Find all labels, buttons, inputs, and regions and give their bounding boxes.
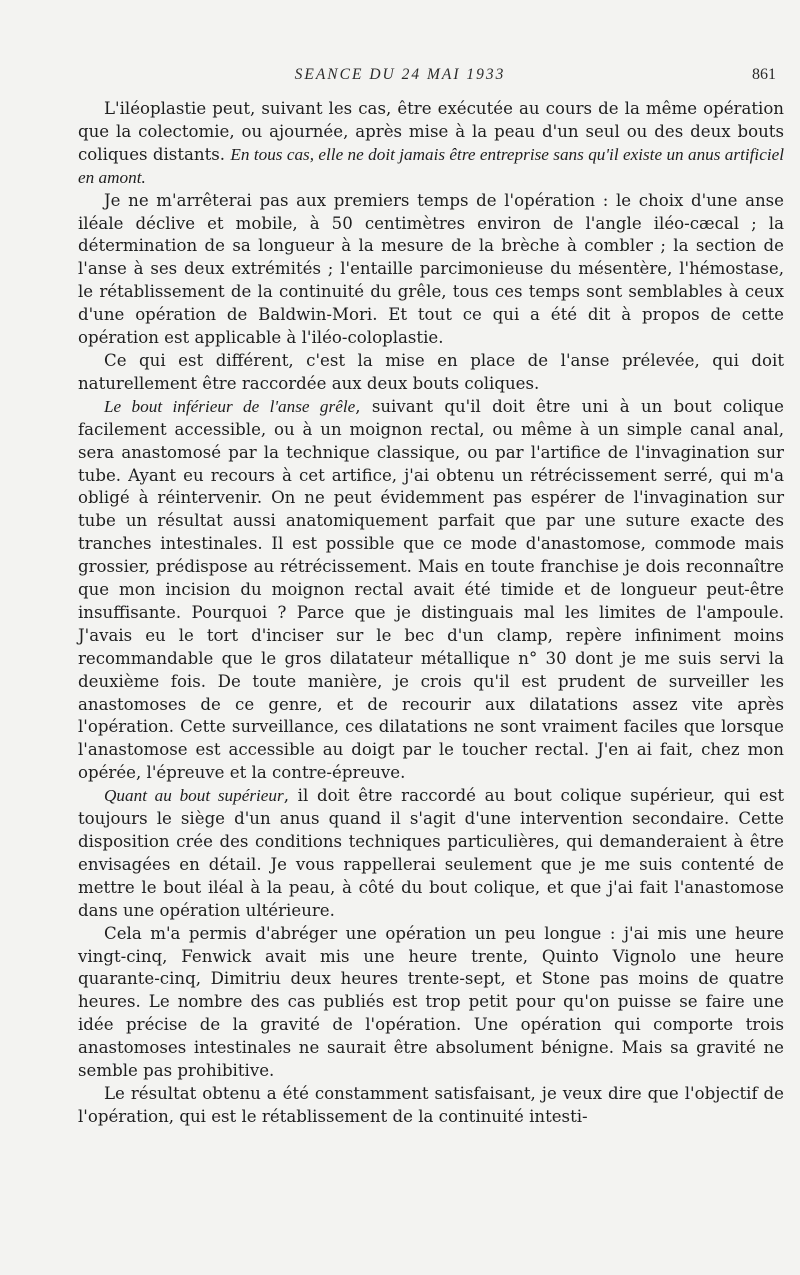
running-title: SEANCE DU 24 MAI 1933 <box>294 66 506 83</box>
italic-text-run: Quant au bout supérieur <box>104 786 284 806</box>
paragraph <box>78 396 784 785</box>
text-run: L'iléoplastie peut, suivant les cas, être exécutée au cours de la même opération que la colectomie, ou ajournée, après mise à la peau d'un seul ou des deux bouts coliques distants. <box>78 99 784 164</box>
italic-text-run: Le bout inférieur de l'anse grêle <box>104 396 356 416</box>
paragraph <box>78 350 784 396</box>
text-run: Ce qui est différent, c'est la mise en place de l'anse prélevée, qui doit naturellement être raccordée aux deux bouts coliques. <box>78 350 784 393</box>
paragraph <box>78 923 784 1083</box>
italic-text-run: En tous cas, elle ne doit jamais être entreprise sans qu'il existe un anus artificiel en amont. <box>78 144 784 187</box>
text-run: , suivant qu'il doit être uni à un bout colique facilement accessible, ou à un moignon rectal, ou même à un simple canal anal, sera anastomosé par la technique classique, ou par l'artifice de l'invagination sur tube. Ayant eu recours à cet artifice, j'ai obtenu un rétrécissement serré, qui m'a obligé à réintervenir. On ne peut évidemment pas espérer de l'invagination sur tube un résultat aussi anatomiquement parfait que par une suture exacte des tranches intestinales. Il est possible que ce mode d'anastomose, commode mais grossier, prédispose au rétrécissement. Mais en toute franchise je dois reconnaître que mon incision du moignon rectal avait été timide et de longueur peut-être insuffisante. Pourquoi ? Parce que je distinguais mal les limites de l'ampoule. J'avais eu le tort d'inciser sur le bec d'un clamp, repère infiniment moins recommandable que le gros dilatateur métallique n° 30 dont je me suis servi la deuxième fois. De toute manière, je crois qu'il est prudent de surveiller les anastomoses de ce genre, et de recourir aux dilatations assez vite après l'opération. Cette surveillance, ces dilatations ne sont vraiment faciles que lorsque l'anastomose est accessible au doigt par le toucher rectal. J'en ai fait, chez mon opérée, l'épreuve et la contre-épreuve. <box>78 396 785 783</box>
text-run: Je ne m'arrêterai pas aux premiers temps de l'opération : le choix d'une anse iléale déclive et mobile, à 50 centimètres environ de l'angle iléo-cæcal ; la détermination de sa longueur à la mesure de la brèche à combler ; la section de l'anse à ses deux extrémités ; l'entaille parcimonieuse du mésentère, l'hémostase, le rétablissement de la continuité du grêle, tous ces temps sont semblables à ceux d'une opération de Baldwin-Mori. Et tout ce qui a été dit à propos de cette opération est applicable à l'iléo-coloplastie. <box>78 190 784 348</box>
body-text <box>78 98 784 1129</box>
paragraph <box>78 1083 784 1129</box>
page-number: 861 <box>752 66 776 83</box>
paragraph <box>78 190 784 350</box>
text-run: , il doit être raccordé au bout colique supérieur, qui est toujours le siège d'un anus quand il s'agit d'une intervention secondaire. Cette disposition crée des conditions techniques particulières, qui demanderaient à être envisagées en détail. Je vous rappellerai seulement que je me suis contenté de mettre le bout iléal à la peau, à côté du bout colique, et que j'ai fait l'anastomose dans une opération ultérieure. <box>78 786 785 920</box>
text-run: Cela m'a permis d'abréger une opération un peu longue : j'ai mis une heure vingt-cinq, Fenwick avait mis une heure trente, Quinto Vignolo une heure quarante-cinq, Dimitriu deux heures trente-sept, et Stone pas moins de quatre heures. Le nombre des cas publiés est trop petit pour qu'on puisse se faire une idée précise de la gravité de l'opération. Une opération qui comporte trois anastomoses intestinales ne saurait être absolument bénigne. Mais sa gravité ne semble pas prohibitive. <box>78 923 784 1081</box>
paragraph <box>78 98 784 190</box>
paragraph <box>78 785 784 922</box>
page-header <box>0 66 800 86</box>
text-run: Le résultat obtenu a été constamment satisfaisant, je veux dire que l'objectif de l'opération, qui est le rétablissement de la continuité intesti- <box>78 1083 784 1126</box>
